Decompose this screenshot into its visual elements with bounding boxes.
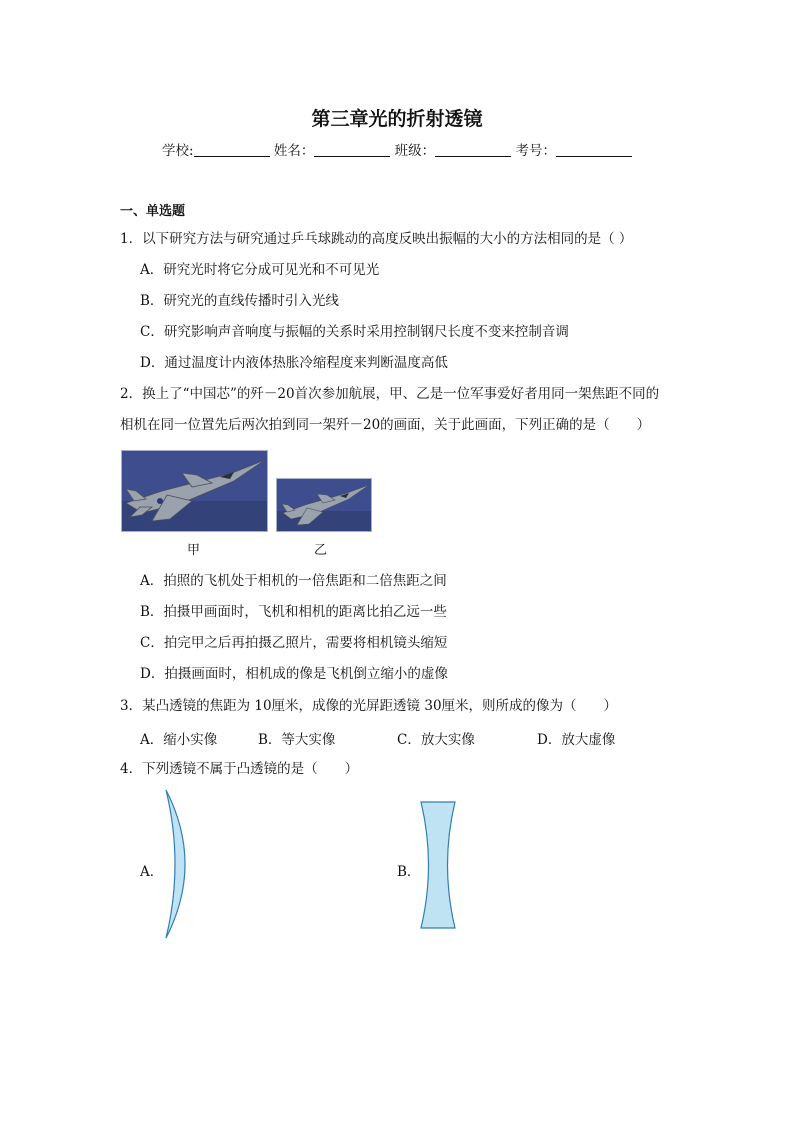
name-field[interactable]	[314, 144, 390, 157]
q1-option-c[interactable]: C．研究影响声音响度与振幅的关系时采用控制钢尺长度不变来控制音调	[140, 324, 569, 340]
q3-options	[0, 728, 794, 746]
q3-option-a[interactable]: A．缩小实像	[140, 732, 218, 748]
class-label: 班级：	[394, 143, 436, 159]
school-field[interactable]	[194, 144, 270, 157]
q2-stem-line2: 相机在同一位置先后两次拍到同一架歼－20的画面，关于此画面，下列正确的是（ ）	[120, 417, 651, 433]
q1-option-a[interactable]: A．研究光时将它分成可见光和不可见光	[140, 262, 380, 278]
q1-option-b[interactable]: B．研究光的直线传播时引入光线	[140, 293, 339, 309]
school-label: 学校:	[162, 143, 194, 159]
q2-stem-line1: 2．换上了“中国芯”的歼－20首次参加航展，甲、乙是一位军事爱好者用同一架焦距不同的	[120, 386, 660, 402]
q3-stem: 3．某凸透镜的焦距为 10厘米，成像的光屏距透镜 30厘米，则所成的像为（ ）	[120, 698, 618, 714]
q3-option-d[interactable]: D．放大虚像	[537, 732, 616, 748]
photo-jia-label: 甲	[187, 543, 201, 558]
q3-option-c[interactable]: C．放大实像	[397, 732, 475, 748]
photo-jia	[121, 450, 268, 532]
meniscus-lens-icon	[160, 788, 200, 940]
photo-yi-label: 乙	[314, 543, 328, 558]
student-info-line	[0, 139, 794, 159]
q4-option-b[interactable]: B．	[397, 864, 421, 880]
q2-option-b[interactable]: B．拍摄甲画面时，飞机和相机的距离比拍乙远一些	[140, 604, 447, 620]
photo-yi	[276, 478, 372, 532]
q2-option-c[interactable]: C．拍完甲之后再拍摄乙照片，需要将相机镜头缩短	[140, 635, 448, 651]
q1-option-d[interactable]: D．通过温度计内液体热胀冷缩程度来判断温度高低	[140, 355, 448, 371]
jet-fighter-icon	[277, 479, 371, 531]
q2-option-a[interactable]: A．拍照的飞机处于相机的一倍焦距和二倍焦距之间	[140, 573, 447, 589]
q3-option-b[interactable]: B．等大实像	[258, 732, 336, 748]
section-heading: 一、单选题	[120, 204, 186, 219]
exam-number-label: 考号：	[515, 143, 556, 159]
name-label: 姓名：	[273, 143, 315, 159]
q2-option-d[interactable]: D．拍摄画面时，相机成的像是飞机倒立缩小的虚像	[140, 666, 448, 682]
q1-stem: 1．以下研究方法与研究通过乒乓球跳动的高度反映出振幅的大小的方法相同的是（ ）	[120, 231, 633, 247]
concave-lens-icon	[418, 800, 458, 930]
exam-number-field[interactable]	[556, 144, 632, 157]
page-title: 第三章光的折射透镜	[311, 108, 483, 130]
q4-stem: 4．下列透镜不属于凸透镜的是（ ）	[120, 761, 359, 777]
class-field[interactable]	[435, 144, 511, 157]
q4-option-a[interactable]: A．	[140, 864, 164, 880]
jet-fighter-icon	[122, 451, 267, 531]
